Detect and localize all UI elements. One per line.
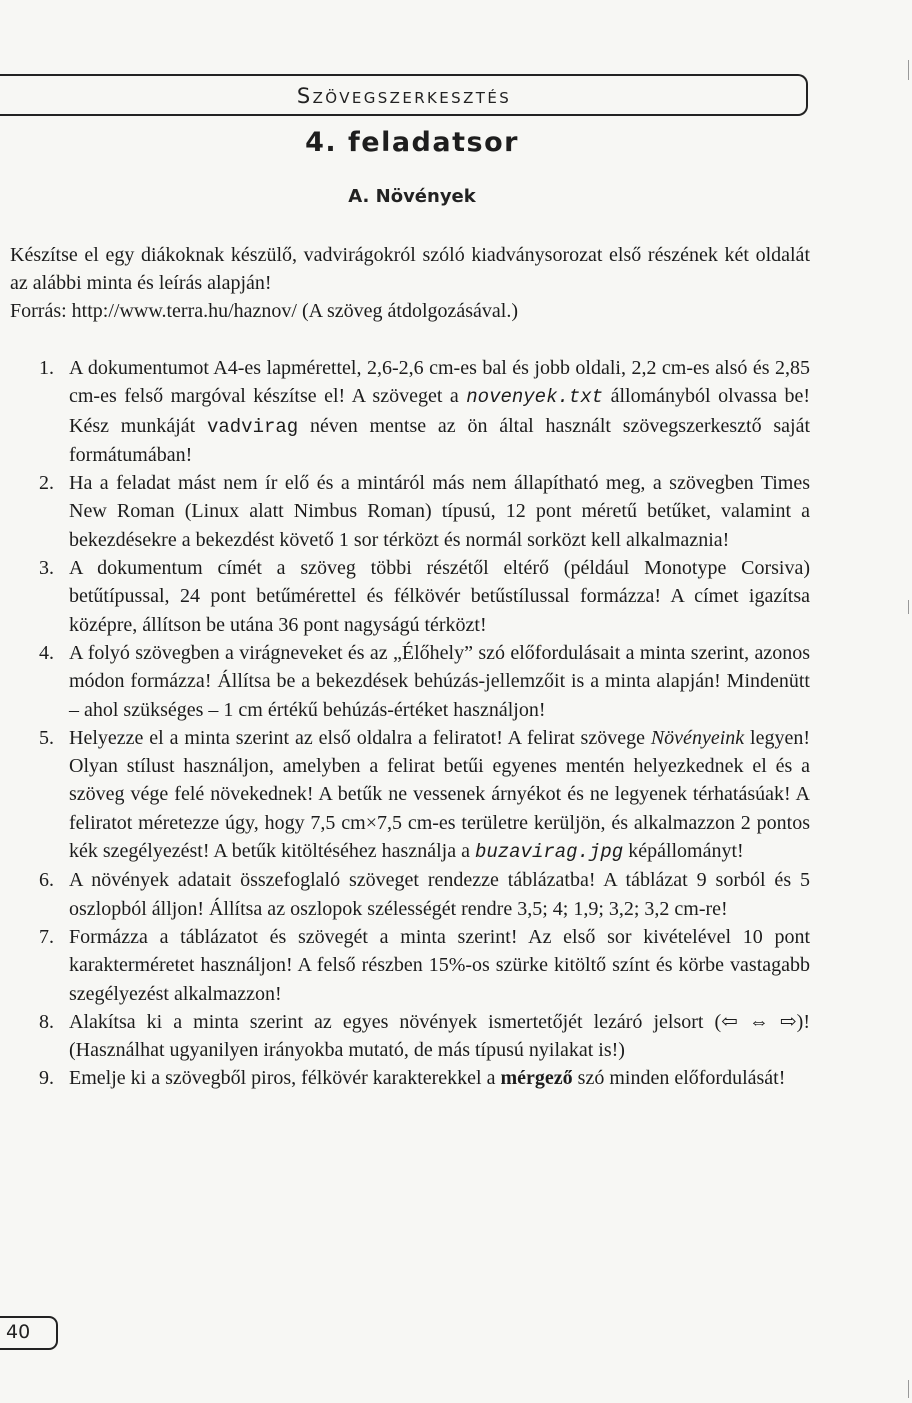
subtitle: A. Növények <box>348 186 476 207</box>
task-text: A dokumentum címét a szöveg többi részétől eltérő (például Monotype Corsiva) betűtípussal, 24 pont betűmérettel és félkövér betűstílussal formázza! A címet igazítsa középre, állítson be utána 36 pont nagyságú térközt! <box>69 557 810 636</box>
page-number: 40 <box>6 1321 31 1343</box>
source-line: Forrás: http://www.terra.hu/haznov/ (A szöveg átdolgozásával.) <box>10 300 519 322</box>
task-list <box>10 354 810 1093</box>
task-text: Helyezze el a minta szerint az első oldalra a feliratot! A felirat szövege <box>69 726 651 749</box>
task-text: néven mentse az ön által használt szövegszerkesztő saját formátumában! <box>69 414 811 466</box>
task-text: szó minden előfordulását! <box>572 1067 786 1090</box>
task-text: A dokumentumot A4-es lapmérettel, 2,6-2,6 cm-es bal és jobb oldali, 2,2 cm-es alsó és 2,85 cm-es felső margóval készítse el! A szöveget a <box>69 357 810 408</box>
task-number: 2. <box>39 472 54 495</box>
bold-term: mérgező <box>500 1067 573 1090</box>
task-number: 8. <box>39 1010 54 1033</box>
task-item-5 <box>10 724 810 866</box>
page-title: 4. feladatsor <box>305 127 519 158</box>
task-number: 7. <box>39 925 54 948</box>
task-number: 3. <box>39 557 54 580</box>
task-text: állományból olvassa be! Kész munkáját <box>69 385 810 437</box>
task-item-8 <box>10 1008 810 1065</box>
scan-edge-mark <box>908 1380 909 1398</box>
task-number: 9. <box>39 1067 54 1090</box>
intro-text: Készítse el egy diákoknak készülő, vadvirágokról szóló kiadványsorozat első részének két oldalát az alábbi minta és leírás alapján! <box>10 244 810 294</box>
filename-buzavirag: buzavirag.jpg <box>474 841 624 864</box>
task-number: 4. <box>39 641 54 664</box>
task-item-2 <box>10 469 810 554</box>
scan-edge-mark <box>908 60 909 80</box>
task-item-3 <box>10 554 810 639</box>
intro-paragraph <box>10 241 810 325</box>
scan-edge-mark <box>908 600 909 614</box>
task-text: A folyó szövegben a virágneveket és az „Élőhely” szó előfordulásait a minta szerint, azonos módon formázza! Állítsa be a bekezdések behúzás-jellemzőit is a minta alapján! Mindenütt – ahol szükséges – 1 cm értékű behúzás-értéket használjon! <box>69 641 810 721</box>
filename-vadvirag: vadvirag <box>206 415 299 438</box>
section-title: Szövegszerkesztés <box>296 84 512 108</box>
task-number: 5. <box>39 726 54 749</box>
task-text: képállományt! <box>623 840 744 863</box>
task-text: Alakítsa ki a minta szerint az egyes növények ismertetőjét lezáró jelsort (⇦ ⇔ ⇨)! (Használhat ugyanilyen irányokba mutató, de más típusú nyilakat is!) <box>69 1010 810 1062</box>
task-item-4 <box>10 639 810 724</box>
task-item-1 <box>10 354 810 469</box>
task-text: Ha a feladat mást nem ír elő és a mintáról más nem állapítható meg, a szövegben Times New Roman (Linux alatt Nimbus Roman) típusú, 12 pont méretű betűket, valamint a bekezdésekre a bekezdést követő 1 sor térközt és normál sorközt kell alkalmaznia! <box>69 472 810 551</box>
task-text: Formázza a táblázatot és szövegét a minta szerint! Az első sor kivételével 10 pont karakterméretet használjon! A felső részben 15%-os szürke kitöltő színt és körbe vastagabb szegélyezést alkalmazzon! <box>69 925 810 1005</box>
task-text: A növények adatait összefoglaló szöveget rendezze táblázatba! A táblázat 9 sorból és 5 oszlopból álljon! Állítsa az oszlopok szélességét rendre 3,5; 4; 1,9; 3,2; 3,2 cm-re! <box>69 869 810 920</box>
task-number: 6. <box>39 869 54 892</box>
task-item-9 <box>10 1064 810 1092</box>
italic-term: Növényeink <box>650 726 745 749</box>
task-item-6 <box>10 866 810 923</box>
task-number: 1. <box>39 357 54 379</box>
task-text: legyen! Olyan stílust használjon, amelyben a felirat betűi egyenes mentén helyezkednek el és a szöveg vége felé növekednek! A betűk ne vessenek árnyékot és ne legyenek térhatásúak! A feliratot méretezze úgy, hogy 7,5 cm×7,5 cm-es területre kerüljön, és alkalmazzon 2 pontos kék szegélyezést! A betűk kitöltéséhez használja a <box>69 726 810 863</box>
filename-novenyek: novenyek.txt <box>466 386 604 409</box>
task-item-7 <box>10 923 810 1008</box>
task-text: Emelje ki a szövegből piros, félkövér karakterekkel a <box>69 1067 501 1090</box>
